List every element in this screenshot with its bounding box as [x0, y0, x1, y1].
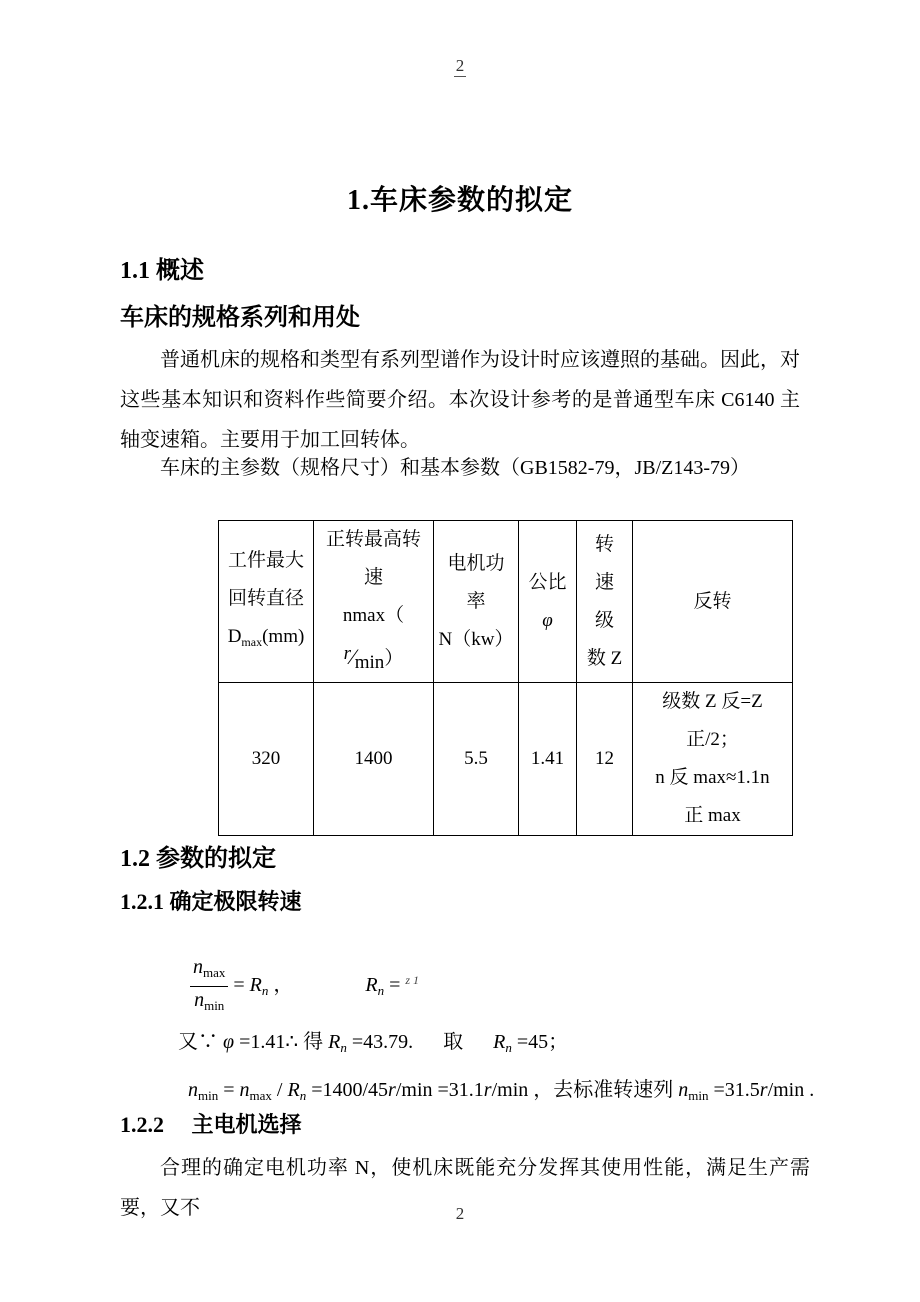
- cell-steps-value: 12: [577, 683, 633, 836]
- equals-sign: =: [228, 974, 250, 997]
- Rn3-symbol: R: [287, 1079, 300, 1101]
- cell-power-value: 5.5: [434, 683, 519, 836]
- calc-1400-45: =1400/45: [306, 1079, 389, 1101]
- header-reverse: 反转: [633, 521, 793, 683]
- Rn-taken-sub: n: [505, 1040, 512, 1055]
- header-common-ratio: [519, 521, 577, 683]
- nmax-sub: max: [249, 1088, 272, 1103]
- motor-paragraph: 合理的确定电机功率 N，使机床既能充分发挥其使用性能，满足生产需要，又不: [120, 1157, 810, 1219]
- dmax-symbol: D: [227, 626, 242, 647]
- header-c2-line2: 速: [363, 567, 383, 588]
- dmax-unit: (mm): [262, 626, 305, 647]
- header-c2-line3: nmax（: [342, 605, 405, 626]
- reverse-line3: 正 max: [684, 805, 741, 826]
- fraction-denominator: min: [354, 652, 385, 673]
- page-footer-number: 2: [455, 1204, 465, 1223]
- fraction-close-paren: ）: [384, 648, 404, 669]
- per-min-end: /min .: [767, 1079, 815, 1101]
- page-header-number: 2: [455, 56, 465, 75]
- header-speed-steps: [577, 521, 633, 683]
- Rn2-symbol: R: [365, 974, 378, 997]
- divide-sign: /: [271, 1079, 288, 1101]
- standard-series-text: /min ，去标准转速列: [491, 1079, 679, 1101]
- intro-paragraph: 普通机床的规格和类型有系列型谱作为设计时应该遵照的基础。因此，对这些基本知识和资料作些简要介绍。本次设计参考的是普通型车床 C6140 主轴变速箱。主要用于加工回转体。: [120, 349, 800, 451]
- you-because: 又∵: [178, 1031, 223, 1053]
- per-min-311: /min =31.1: [395, 1079, 484, 1101]
- table-data-row: [219, 683, 793, 836]
- header-c5-char1: 转: [594, 533, 614, 555]
- header-c5-char3: 级: [594, 609, 614, 631]
- value-45: =45；: [511, 1031, 569, 1053]
- page-header: [0, 56, 920, 77]
- r-var-1: r: [388, 1079, 396, 1101]
- cell-speed-value: 1400: [314, 683, 434, 836]
- phi-var: φ: [223, 1031, 235, 1053]
- cell-diameter-value: 320: [219, 683, 314, 836]
- equals-sign-2: =: [384, 974, 406, 997]
- spec-series-heading: 车床的规格系列和用处: [120, 305, 360, 331]
- fraction-numerator: r: [343, 643, 352, 664]
- page-footer: [0, 1204, 920, 1224]
- nmin2-sub: min: [688, 1088, 709, 1103]
- header-c1-symbol: [228, 626, 305, 647]
- cell-reverse-value: [633, 683, 793, 836]
- eq3: =: [218, 1079, 240, 1101]
- Rn-subscript: n: [261, 983, 269, 999]
- Rn-taken-symbol: R: [493, 1031, 506, 1053]
- r-var-3: r: [759, 1079, 768, 1101]
- Rn-calc-symbol: R: [328, 1031, 341, 1053]
- table-header-row: [219, 521, 793, 683]
- nmin-symbol: n: [188, 1079, 198, 1101]
- section-heading-1-2: 1.2 参数的拟定: [120, 846, 276, 872]
- section-heading-1-2-2: 1.2.2 主电机选择: [120, 1112, 302, 1137]
- r-per-min-fraction: [343, 643, 404, 673]
- comma: ，: [268, 974, 294, 997]
- page-title: 1.车床参数的拟定: [346, 185, 573, 216]
- header-c1-line1: 工件最大: [227, 550, 304, 571]
- reverse-line2: n 反 max≈1.1n: [655, 767, 770, 788]
- header-c2-line1: 正转最高转: [325, 529, 421, 550]
- header-c5-char4: 数 Z: [586, 647, 623, 669]
- header-workpiece-diameter: [219, 521, 314, 683]
- n-max-base: n: [193, 956, 203, 978]
- Rn2-subscript: n: [377, 983, 385, 999]
- spec-table: [218, 520, 793, 836]
- Rn-symbol: R: [249, 974, 262, 997]
- header-c3-line1: 电机功: [447, 552, 505, 574]
- frac-numerator: [190, 955, 228, 987]
- cell-ratio-value: 1.41: [519, 683, 577, 836]
- header-max-forward-speed: [314, 521, 434, 683]
- n-min-sub: min: [204, 998, 225, 1013]
- section-heading-1-2-1: 1.2.1 确定极限转速: [120, 889, 302, 914]
- therefore-text: =1.41∴ 得: [234, 1031, 329, 1053]
- params-note: 车床的主参数（规格尺寸）和基本参数（GB1582-79，JB/Z143-79）: [160, 457, 750, 479]
- dmax-subscript: max: [241, 635, 263, 649]
- header-c1-line2: 回转直径: [227, 588, 304, 609]
- Rn-definition: [365, 973, 420, 999]
- value-4379-take: =43.79. 取: [346, 1031, 494, 1053]
- header-c3-line3: N（kw）: [438, 628, 514, 650]
- Rn-calc-sub: n: [340, 1040, 347, 1055]
- nmin-sub: min: [198, 1088, 219, 1103]
- value-315: =31.5: [708, 1079, 760, 1101]
- phi-symbol: φ: [542, 609, 553, 631]
- n-min-base: n: [194, 989, 205, 1011]
- exponent-z-1: z 1: [405, 973, 420, 988]
- Rn3-sub: n: [299, 1088, 307, 1103]
- section-heading-1-1: 1.1 概述: [120, 258, 204, 284]
- fraction-slash: ⁄: [351, 644, 355, 669]
- reverse-line1: 级数 Z 反=Z 正/2；: [662, 691, 763, 750]
- nmax-symbol: n: [239, 1079, 250, 1101]
- header-c3-line2: 率: [466, 590, 486, 612]
- r-var-2: r: [483, 1079, 492, 1101]
- header-c4-label: 公比: [528, 571, 567, 593]
- header-motor-power: [434, 521, 519, 683]
- header-c5-char2: 速: [594, 571, 614, 593]
- n-max-sub: max: [203, 965, 226, 980]
- nmin2-symbol: n: [678, 1079, 689, 1101]
